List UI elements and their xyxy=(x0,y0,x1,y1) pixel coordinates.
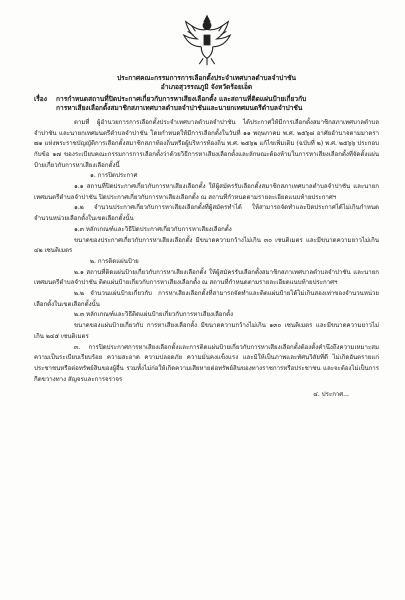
body-paragraph: ขนาดของประกาศเกี่ยวกับการหาเสียงเลือกตั้ง มีขนาดความกว้างไม่เกิน ๓๐ เซนติเมตร และมีขนาดความยาวไม่เกิน ๔๒ เซนติเมตร xyxy=(34,236,379,255)
body-paragraph: ๓. การปิดประกาศการหาเสียงเลือกตั้งและการติดแผ่นป้ายเกี่ยวกับการหาเสียงเลือกตั้งต้องตั้งคำนึงถึงความเหมาะสม ความเป็นระเบียบเรียบร้อย ความสะอาด ความปลอดภัย ความมั่นคงแข็งแรง และมิให้เป็นภาพและทัศนวิสัยที่ดี ไม่เกิดอันตรายแก่ประชาชนหรือต่อทรัพย์สินของผู้อื่น รวมทั้งไม่ก่อให้เกิดความเสียหายต่อทรัพย์สินของทางราชการหรือประชาชน และจะต้องไม่เป็นการกีดขวางทาง สัญจรและการจราจร xyxy=(34,343,379,383)
body-paragraph: ๑.๒ จำนวนประกาศเกี่ยวกับการหาเสียงเลือกตั้งที่ผู้สมัครทำได้ ให้สามารถจัดทำและปิดประกาศได้ไม่เกินกำหนดจำนวนหน่วยเลือกตั้งในเขตเลือกตั้งนั้น xyxy=(34,204,379,223)
notice-header xyxy=(34,74,379,92)
body-paragraph: ตามที่ ผู้อำนวยการการเลือกตั้งประจำเทศบาลตำบลจำปาชัน ได้ประกาศให้มีการเลือกตั้งสมาชิกสภาเทศบาลตำบลจำปาชัน และนายกเทศมนตรีตำบลจำปาชัน โดยกำหนดให้มีการเลือกตั้งในวันที่ ๑๑ พฤษภาคม พ.ศ. ๒๕๖๘ อาศัยอำนาจตามมาตรา ๗๑ แห่งพระราชบัญญัติการเลือกตั้งสมาชิกสภาท้องถิ่นหรือผู้บริหารท้องถิ่น พ.ศ. ๒๕๖๒ แก้ไขเพิ่มเติม (ฉบับที่ ๒) พ.ศ. ๒๕๖๖ ประกอบกับข้อ ๑๗ ของระเบียบคณะกรรมการการเลือกตั้งว่าด้วยวิธีการหาเสียงเลือกตั้งและลักษณะต้องห้ามในการหาเสียงเลือกตั้งที่จัดตั้งแผ่นป้ายเกี่ยวกับการหาเสียงเลือกตั้งนี้ xyxy=(34,118,379,169)
notice-location: อำเภอสุวรรณภูมิ จังหวัดร้อยเอ็ด xyxy=(160,83,253,91)
continuation-note: ๔. ประกาศ... xyxy=(313,391,349,399)
body-paragraph: ขนาดของแผ่นป้ายเกี่ยวกับ การหาเสียงเลือกตั้ง มีขนาดความกว้างไม่เกิน ๑๓๐ เซนติเมตร และมีขนาดความยาวไม่เกิน ๒๔๕ เซนติเมตร xyxy=(34,322,379,340)
section-heading: ๑. การปิดประกาศ xyxy=(90,172,138,180)
body-paragraph: ๒.๓ หลักเกณฑ์และวิธีติดแผ่นป้ายเกี่ยวกับการหาเสียงเลือกตั้ง xyxy=(74,311,234,319)
section-heading: ๒. การติดแผ่นป้าย xyxy=(90,257,139,265)
body-paragraph: ๒.๒ จำนวนแผ่นป้ายเกี่ยวกับ การหาเสียงเลือกตั้งที่สามารถจัดทำและติดแผ่นป้ายได้ไม่เกินสองเท่าของจำนวนหน่วยเลือกตั้งในเขตเลือกตั้งนั้น xyxy=(34,290,379,308)
notice-subject xyxy=(34,95,379,114)
subject-label: เรื่อง xyxy=(34,95,47,103)
garuda-emblem-icon xyxy=(178,10,236,68)
body-paragraph: ๒.๑ สถานที่ติดแผ่นป้ายเกี่ยวกับการหาเสียงเลือกตั้ง ให้ผู้สมัครรับเลือกตั้งสมาชิกสภาเทศบาลตำบลจำปาชัน และนายกเทศมนตรีตำบลจำปาชัน ติดแผ่นป้ายเกี่ยวกับการหาเสียงเลือกตั้ง ณ สถานที่กำหนดตามรายละเอียดแนบท้ายประกาศฯ xyxy=(34,268,379,287)
body-paragraph: ๑.๑ สถานที่ปิดประกาศเกี่ยวกับการหาเสียงเลือกตั้ง ให้ผู้สมัครรับเลือกตั้งสมาชิกสภาเทศบาลตำบลจำปาชัน และนายกเทศมนตรีตำบลจำปาชัน ปิดประกาศเกี่ยวกับการหาเสียงเลือกตั้ง ณ สถานที่กำหนดตามรายละเอียดแนบท้ายประกาศฯ xyxy=(34,183,379,201)
notice-body xyxy=(34,118,379,386)
body-paragraph: ๑.๓ หลักเกณฑ์และวิธีปิดประกาศเกี่ยวกับการหาเสียงเลือกตั้ง xyxy=(74,225,232,233)
subject-text-1: การกำหนดสถานที่ปิดประกาศเกี่ยวกับการหาเสียงเลือกตั้ง และสถานที่ติดแผ่นป้ายเกี่ยวกับ xyxy=(56,95,307,103)
subject-text-2: การหาเสียงเลือกตั้งสมาชิกสภาเทศบาลตำบลจำปาชันและนายกเทศมนตรีตำบลจำปาชัน xyxy=(56,104,303,113)
notice-title: ประกาศคณะกรรมการการเลือกตั้งประจำเทศบาลตำบลจำปาชัน xyxy=(116,74,297,82)
